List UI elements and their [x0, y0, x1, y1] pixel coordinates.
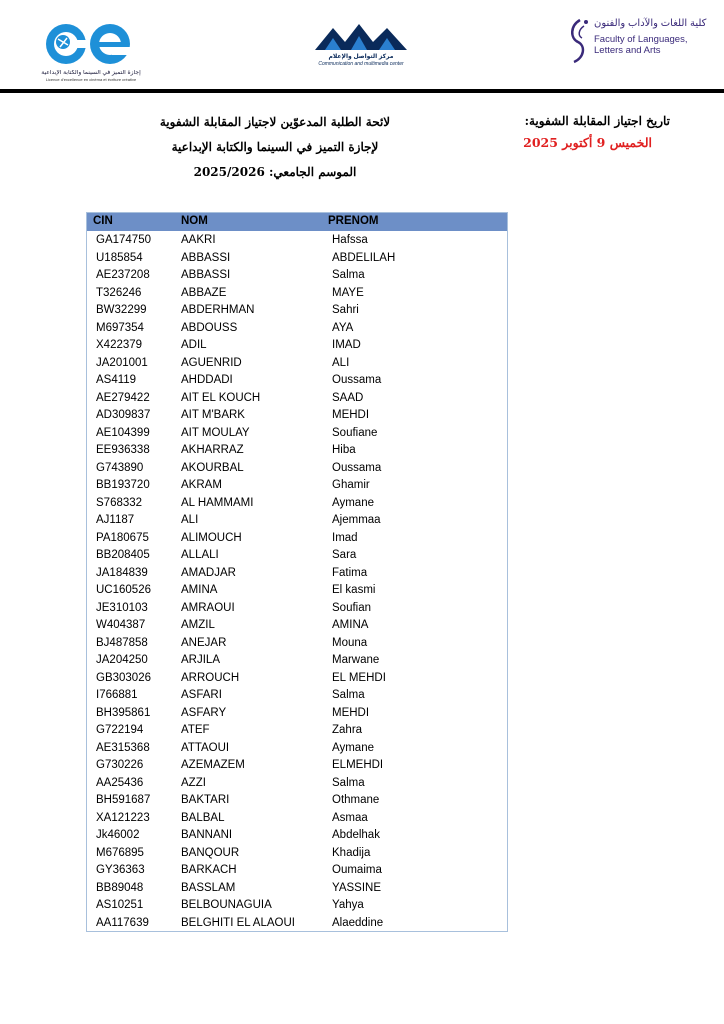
cell-prenom: IMAD: [332, 339, 361, 351]
cell-prenom: Oumaima: [332, 864, 382, 876]
table-row: [87, 582, 507, 600]
cell-cin: UC160526: [96, 584, 151, 596]
academic-year-label: الموسم الجامعي:: [268, 165, 357, 179]
cell-cin: X422379: [96, 339, 143, 351]
cell-prenom: Soufiane: [332, 426, 378, 439]
cell-prenom: El kasmi: [332, 584, 376, 596]
title-line-3: [150, 160, 400, 185]
cell-cin: BB193720: [96, 479, 150, 491]
cell-prenom: Hafssa: [332, 234, 368, 246]
cell-cin: BB208405: [96, 549, 150, 561]
cell-cin: XA121223: [96, 811, 150, 824]
cell-nom: ATEF: [181, 724, 210, 736]
cell-nom: AKRAM: [181, 479, 222, 491]
table-row: [87, 827, 507, 845]
cell-cin: I766881: [96, 689, 138, 701]
cell-nom: AIT MOULAY: [181, 426, 250, 439]
cell-prenom: ELMEHDI: [332, 759, 384, 771]
cell-prenom: YASSINE: [332, 881, 381, 894]
cell-nom: ALI: [181, 514, 199, 526]
cell-cin: BW32299: [96, 304, 147, 316]
cell-prenom: Aymane: [332, 741, 374, 754]
cell-nom: BANNANI: [181, 829, 233, 841]
table-row: [87, 705, 507, 723]
table-row: [87, 407, 507, 425]
cell-cin: W404387: [96, 619, 146, 631]
table-row: [87, 285, 507, 303]
cell-prenom: Oussama: [332, 461, 382, 474]
cell-prenom: Alaeddine: [332, 916, 384, 929]
cell-cin: G722194: [96, 724, 144, 736]
cell-prenom: ABDELILAH: [332, 251, 396, 264]
program-caption-fr: Licence d'excellence en cinéma et écriture créative: [45, 77, 137, 82]
table-row: [87, 792, 507, 810]
cell-nom: AMZIL: [181, 619, 215, 631]
cell-prenom: Aymane: [332, 496, 374, 509]
cell-nom: ANEJAR: [181, 636, 227, 649]
table-row: [87, 530, 507, 548]
cell-nom: AIT M'BARK: [181, 409, 245, 421]
faculty-name-ar: كلية اللغات والآداب والفنون: [594, 18, 707, 29]
table-row: [87, 600, 507, 618]
cell-nom: AMRAOUI: [181, 601, 235, 614]
cell-nom: ATTAOUI: [181, 741, 230, 754]
header-divider: [0, 89, 724, 93]
table-row: [87, 687, 507, 705]
table-row: [87, 915, 507, 933]
cell-nom: AMADJAR: [181, 566, 236, 579]
cell-nom: AIT EL KOUCH: [181, 391, 261, 404]
cell-nom: ALIMOUCH: [181, 531, 242, 544]
program-logo: [36, 20, 146, 82]
table-row: [87, 775, 507, 793]
cell-nom: ABBASSI: [181, 251, 231, 264]
table-row: [87, 810, 507, 828]
cell-prenom: MEHDI: [332, 706, 370, 719]
table-row: [87, 495, 507, 513]
cell-cin: BH395861: [96, 706, 151, 719]
cell-prenom: SAAD: [332, 391, 364, 404]
ce-logo-icon: [36, 20, 146, 70]
cell-prenom: Asmaa: [332, 811, 368, 824]
table-row: [87, 425, 507, 443]
column-header-prenom: PRENOM: [328, 215, 379, 227]
cell-nom: AAKRI: [181, 234, 216, 246]
cell-nom: AGUENRID: [181, 356, 242, 369]
table-row: [87, 232, 507, 250]
cell-cin: GA174750: [96, 234, 151, 246]
cell-prenom: Abdelhak: [332, 829, 380, 841]
cell-cin: AE104399: [96, 426, 150, 439]
table-row: [87, 390, 507, 408]
cell-cin: AA25436: [96, 776, 144, 789]
cell-prenom: Yahya: [332, 899, 364, 911]
cell-nom: ARROUCH: [181, 671, 240, 684]
table-row: [87, 652, 507, 670]
table-row: [87, 617, 507, 635]
cell-prenom: Zahra: [332, 724, 363, 736]
table-row: [87, 477, 507, 495]
table-row: [87, 267, 507, 285]
cell-nom: BELBOUNAGUIA: [181, 899, 272, 911]
cell-prenom: Hiba: [332, 444, 356, 456]
cell-nom: ABBAZE: [181, 286, 227, 299]
cell-cin: JA201001: [96, 356, 148, 369]
cell-nom: AL HAMMAMI: [181, 496, 254, 509]
faculty-logo: [566, 16, 716, 66]
table-row: [87, 337, 507, 355]
cell-cin: AE279422: [96, 391, 150, 404]
mountains-icon: [311, 20, 411, 52]
cell-prenom: Othmane: [332, 794, 380, 806]
table-row: [87, 547, 507, 565]
cell-prenom: Sahri: [332, 304, 359, 316]
cell-prenom: Ajemmaa: [332, 514, 381, 526]
cell-cin: PA180675: [96, 531, 149, 544]
cell-cin: T326246: [96, 286, 142, 299]
cell-nom: ABDERHMAN: [181, 304, 255, 316]
table-row: [87, 897, 507, 915]
cell-prenom: Salma: [332, 689, 365, 701]
cell-prenom: Salma: [332, 776, 365, 789]
cell-prenom: Salma: [332, 269, 365, 281]
cell-cin: JA204250: [96, 654, 148, 666]
table-row: [87, 355, 507, 373]
cell-cin: AJ1187: [96, 514, 135, 526]
cell-cin: M697354: [96, 321, 144, 334]
table-row: [87, 757, 507, 775]
cell-nom: BASSLAM: [181, 881, 236, 894]
media-center-caption-en: Communication and multimedia center: [318, 61, 404, 67]
cell-nom: AZZI: [181, 776, 206, 789]
title-line-1: لائحة الطلبة المدعوّين لاجتياز المقابلة الشفوية: [159, 115, 391, 129]
cell-cin: GY36363: [96, 864, 145, 876]
cell-cin: GB303026: [96, 671, 151, 684]
cell-cin: AS4119: [96, 374, 137, 386]
cell-prenom: AMINA: [332, 619, 369, 631]
cell-prenom: Ghamir: [332, 479, 370, 491]
cell-cin: Jk46002: [96, 829, 140, 841]
cell-cin: M676895: [96, 846, 144, 859]
cell-cin: AE315368: [96, 741, 150, 754]
cell-nom: AZEMAZEM: [181, 759, 245, 771]
program-caption-ar: إجازة التميز في السينما والكتابة الإبداعية: [41, 70, 141, 76]
table-row: [87, 320, 507, 338]
table-row: [87, 512, 507, 530]
cell-nom: BELGHITI EL ALAOUI: [181, 916, 295, 929]
cell-cin: AE237208: [96, 269, 150, 281]
cell-prenom: Sara: [332, 549, 357, 561]
table-row: [87, 880, 507, 898]
cell-cin: U185854: [96, 251, 143, 264]
cell-prenom: MAYE: [332, 286, 364, 299]
cell-nom: ALLALI: [181, 549, 219, 561]
cell-nom: ASFARY: [181, 706, 227, 719]
cell-prenom: Imad: [332, 531, 358, 544]
cell-nom: ASFARI: [181, 689, 222, 701]
cell-cin: EE936338: [96, 444, 150, 456]
cell-prenom: Marwane: [332, 654, 380, 666]
table-row: [87, 442, 507, 460]
cell-cin: JE310103: [96, 601, 148, 614]
cell-nom: AKHARRAZ: [181, 444, 244, 456]
cell-nom: BARKACH: [181, 864, 237, 876]
cell-prenom: Soufian: [332, 601, 372, 614]
cell-cin: AD309837: [96, 409, 151, 421]
cell-cin: G743890: [96, 461, 144, 474]
table-header: [87, 213, 507, 231]
cell-prenom: Oussama: [332, 374, 382, 386]
academic-year: 2025/2026: [193, 165, 265, 179]
cell-nom: BALBAL: [181, 811, 225, 824]
cell-nom: ABBASSI: [181, 269, 231, 281]
exam-date-value: الخميس 9 أكتوبر 2025: [523, 135, 652, 150]
cell-nom: ABDOUSS: [181, 321, 238, 334]
cell-prenom: Fatima: [332, 566, 368, 579]
faculty-emblem-icon: [566, 16, 592, 66]
table-row: [87, 565, 507, 583]
table-row: [87, 722, 507, 740]
column-header-nom: NOM: [181, 215, 208, 227]
cell-nom: AHDDADI: [181, 374, 233, 386]
media-center-logo: [305, 20, 417, 70]
cell-prenom: Khadija: [332, 846, 371, 859]
cell-prenom: MEHDI: [332, 409, 370, 421]
cell-cin: BJ487858: [96, 636, 148, 649]
table-row: [87, 460, 507, 478]
exam-date-label: تاريخ اجتياز المقابلة الشفوية:: [524, 114, 670, 128]
cell-cin: AS10251: [96, 899, 144, 911]
table-row: [87, 670, 507, 688]
cell-nom: BANQOUR: [181, 846, 240, 859]
exam-date: [480, 110, 670, 154]
cell-nom: ARJILA: [181, 654, 220, 666]
cell-cin: S768332: [96, 496, 143, 509]
title-line-2: لإجازة التميز في السينما والكتابة الإبداعية: [171, 140, 379, 154]
cell-cin: AA117639: [96, 916, 149, 929]
cell-cin: BB89048: [96, 881, 144, 894]
cell-prenom: ALI: [332, 356, 350, 369]
cell-nom: AKOURBAL: [181, 461, 244, 474]
table-row: [87, 862, 507, 880]
media-center-caption-ar: مركز التواصل والإعلام: [328, 54, 394, 60]
cell-cin: JA184839: [96, 566, 148, 579]
cell-cin: G730226: [96, 759, 144, 771]
students-table: [86, 212, 508, 932]
table-row: [87, 250, 507, 268]
table-body: [87, 232, 507, 932]
cell-prenom: Mouna: [332, 636, 368, 649]
cell-nom: ADIL: [181, 339, 207, 351]
table-row: [87, 635, 507, 653]
document-title: [150, 110, 400, 185]
faculty-name-en: Faculty of Languages, Letters and Arts: [594, 34, 688, 56]
cell-cin: BH591687: [96, 794, 151, 806]
cell-prenom: AYA: [332, 321, 354, 334]
column-header-cin: CIN: [93, 215, 113, 227]
table-row: [87, 372, 507, 390]
table-row: [87, 302, 507, 320]
cell-nom: AMINA: [181, 584, 218, 596]
cell-nom: BAKTARI: [181, 794, 230, 806]
cell-prenom: EL MEHDI: [332, 671, 386, 684]
table-row: [87, 740, 507, 758]
table-row: [87, 845, 507, 863]
